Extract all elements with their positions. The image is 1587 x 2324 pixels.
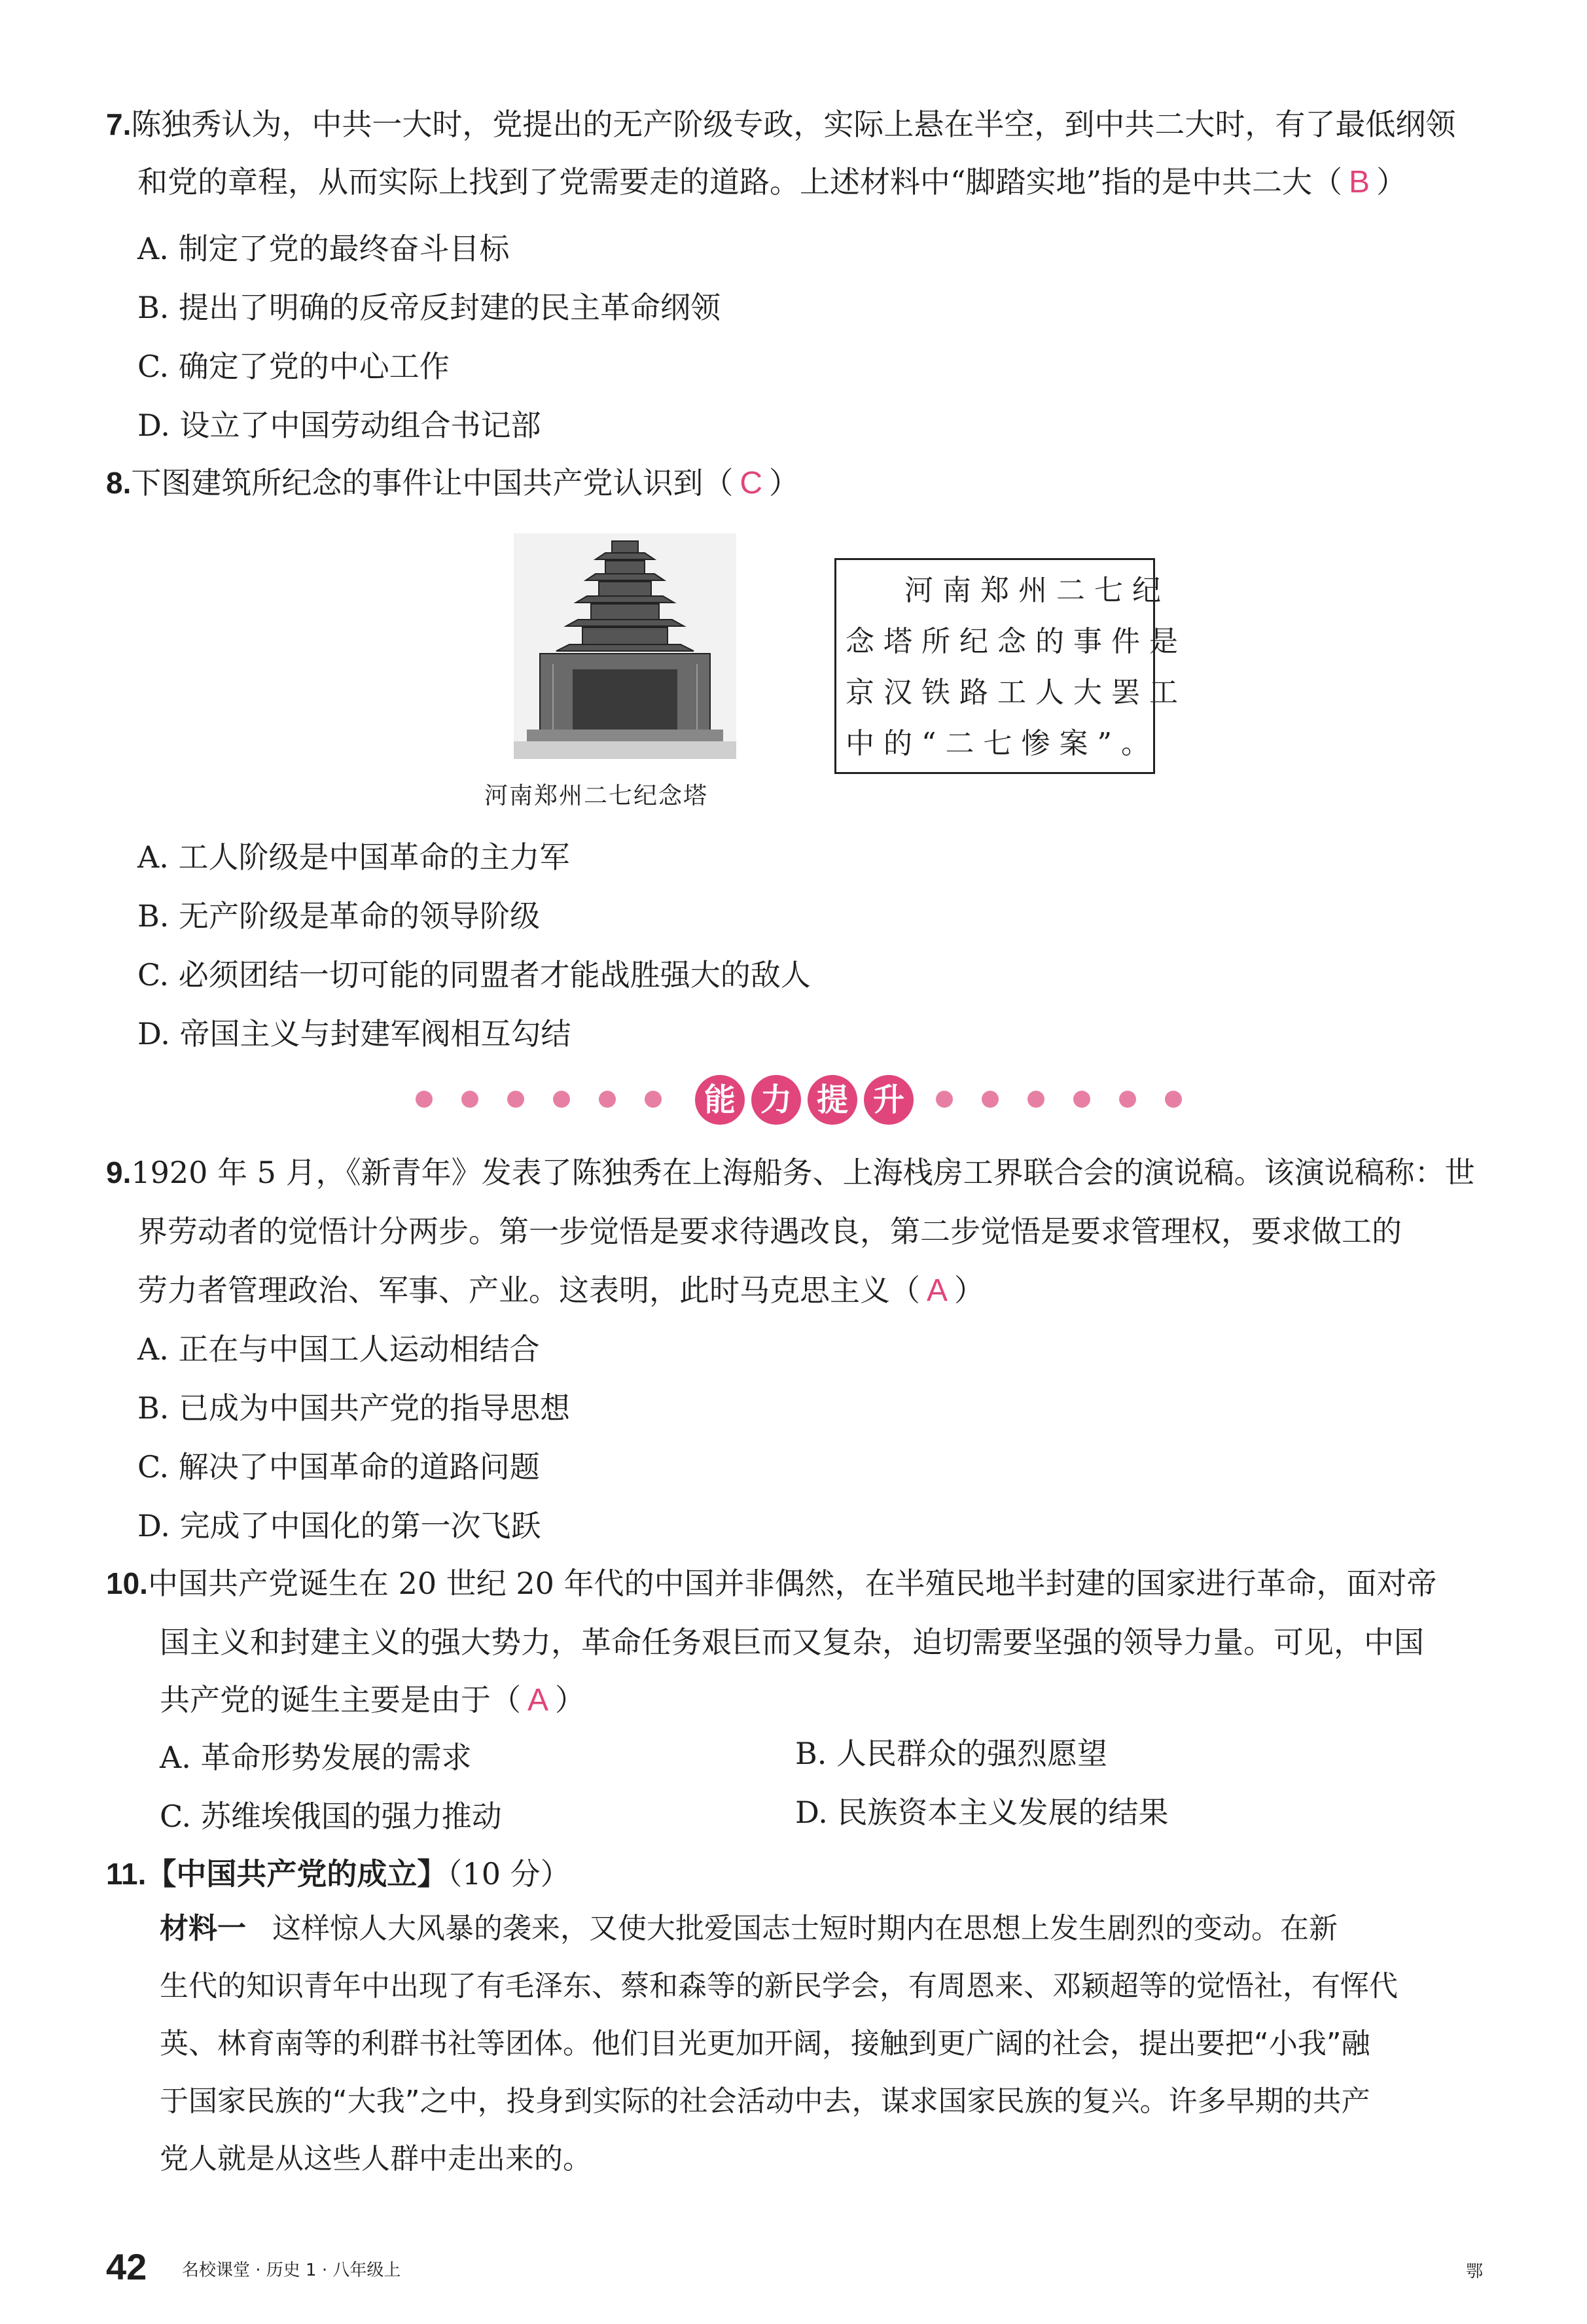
note-box xyxy=(834,558,1187,774)
q8-number: 8. xyxy=(106,466,132,500)
q10-line1: 10.中国共产党诞生在 20 世纪 20 年代的中国并非偶然，在半殖民地半封建的国家进行革命，面对帝 xyxy=(106,1566,1437,1601)
q10-line3: 共产党的诞生主要是由于（ A ） xyxy=(160,1682,586,1717)
note-line: 河南郑州二七纪 xyxy=(904,574,1170,607)
note-line: 京汉铁路工人大罢工 xyxy=(846,676,1187,709)
q8-answer: C xyxy=(740,466,763,501)
decor-dot xyxy=(461,1091,478,1108)
q10-line2: 国主义和封建主义的强大势力，革命任务艰巨而又复杂，迫切需要坚强的领导力量。可见，中国 xyxy=(160,1625,1424,1660)
q11-heading xyxy=(106,1854,571,1893)
q10-answer: A xyxy=(527,1683,549,1717)
decor-dot xyxy=(982,1091,999,1108)
q7-option-a: A. 制定了党的最终奋斗目标 xyxy=(137,231,510,266)
q10-option-c: C. 苏维埃俄国的强力推动 xyxy=(160,1799,502,1834)
q7-option-b: B. 提出了明确的反帝反封建的民主革命纲领 xyxy=(137,290,721,325)
q8-option-d: D. 帝国主义与封建军阀相互勾结 xyxy=(137,1016,571,1051)
q9-option-d: D. 完成了中国化的第一次飞跃 xyxy=(137,1508,541,1543)
q8-stem: 8.下图建筑所纪念的事件让中国共产党认识到（ C ） xyxy=(106,465,800,501)
decor-dot xyxy=(1119,1091,1136,1108)
q8-option-b: B. 无产阶级是革命的领导阶级 xyxy=(137,898,541,934)
q7-line1: 7.陈独秀认为，中共一大时，党提出的无产阶级专政，实际上悬在半空，到中共二大时，有了最低纲领 xyxy=(106,107,1456,142)
q8-option-c: C. 必须团结一切可能的同盟者才能战胜强大的敌人 xyxy=(137,957,811,993)
decor-dot xyxy=(553,1091,570,1108)
q7-number: 7. xyxy=(106,107,132,141)
memorial-tower-photo xyxy=(514,533,736,759)
q9-number: 9. xyxy=(106,1155,132,1189)
q10-option-d: D. 民族资本主义发展的结果 xyxy=(795,1795,1169,1830)
material-one-line3: 英、林育南等的利群书社等团体。他们目光更加开阔，接触到更广阔的社会，提出要把“小我”融 xyxy=(160,2027,1370,2060)
q7-option-d: D. 设立了中国劳动组合书记部 xyxy=(137,408,541,443)
q10-option-a: A. 革命形势发展的需求 xyxy=(160,1740,472,1775)
decor-dot xyxy=(1165,1091,1182,1108)
q9-answer: A xyxy=(927,1273,948,1308)
decor-dot xyxy=(1073,1091,1090,1108)
material-label: 材料一 xyxy=(160,1912,246,1945)
section-char: 提 xyxy=(808,1075,857,1125)
q8-option-a: A. 工人阶级是中国革命的主力军 xyxy=(137,839,570,875)
q9-line1: 9.1920 年 5 月，《新青年》发表了陈独秀在上海船务、上海栈房工界联合会的演说稿。该演说稿称：世 xyxy=(106,1155,1475,1190)
q7-answer: B xyxy=(1349,165,1370,200)
decor-dot xyxy=(599,1091,616,1108)
q11-title: 【中国共产党的成立】 xyxy=(146,1857,448,1891)
q9-option-a: A. 正在与中国工人运动相结合 xyxy=(137,1331,540,1367)
decor-dot xyxy=(645,1091,662,1108)
section-char: 力 xyxy=(751,1075,801,1125)
q9-line3: 劳力者管理政治、军事、产业。这表明，此时马克思主义（ A ） xyxy=(137,1273,985,1308)
material-one-line5: 党人就是从这些人群中走出来的。 xyxy=(160,2142,592,2175)
decor-dot xyxy=(416,1091,433,1108)
decor-dot xyxy=(507,1091,524,1108)
note-line: 中的“二七惨案”。 xyxy=(846,727,1159,760)
q10-option-b: B. 人民群众的强烈愿望 xyxy=(795,1736,1108,1771)
section-header-ability xyxy=(412,1070,1198,1129)
edition-mark: 鄂 xyxy=(1466,2262,1484,2281)
page-number: 42 xyxy=(106,2246,147,2287)
section-char: 升 xyxy=(864,1075,914,1125)
decor-dot xyxy=(1027,1091,1044,1108)
q9-line2: 界劳动者的觉悟计分两步。第一步觉悟是要求待遇改良，第二步觉悟是要求管理权，要求做工的 xyxy=(137,1214,1402,1249)
note-line: 念塔所纪念的事件是 xyxy=(846,625,1187,658)
q11-number: 11. xyxy=(106,1857,147,1891)
q9-option-b: B. 已成为中国共产党的指导思想 xyxy=(137,1390,571,1426)
book-title: 名校课堂 · 历史 1 · 八年级上 xyxy=(182,2261,401,2280)
material-one-line4: 于国家民族的“大我”之中，投身到实际的社会活动中去，谋求国家民族的复兴。许多早期的共产 xyxy=(160,2085,1370,2118)
q9-option-c: C. 解决了中国革命的道路问题 xyxy=(137,1449,540,1485)
material-one-line2: 生代的知识青年中出现了有毛泽东、蔡和森等的新民学会，有周恩来、邓颖超等的觉悟社，有恽代 xyxy=(160,1969,1398,2003)
decor-dot xyxy=(936,1091,953,1108)
q10-number: 10. xyxy=(106,1566,148,1600)
material-one-line1: 材料一 这样惊人大风暴的袭来，又使大批爱国志士短时期内在思想上发生剧烈的变动。在新 xyxy=(160,1912,1338,1945)
photo-caption: 河南郑州二七纪念塔 xyxy=(484,783,709,809)
q7-line2: 和党的章程，从而实际上找到了党需要走的道路。上述材料中“脚踏实地”指的是中共二大（ B ） xyxy=(137,164,1407,200)
section-char: 能 xyxy=(695,1075,745,1125)
q7-option-c: C. 确定了党的中心工作 xyxy=(137,349,450,384)
q11-score: （10 分） xyxy=(447,1856,571,1892)
